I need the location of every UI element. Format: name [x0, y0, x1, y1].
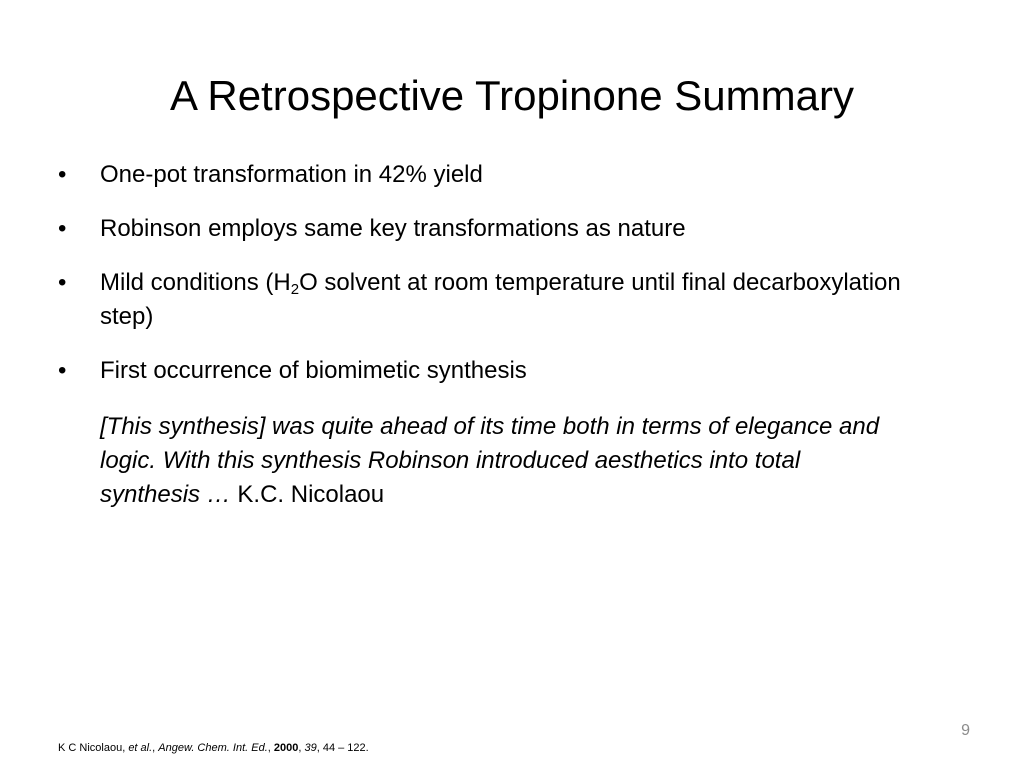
bullet-text: One-pot transformation in 42% yield — [100, 161, 483, 188]
bullet-item — [58, 212, 958, 246]
slide-title: A Retrospective Tropinone Summary — [170, 72, 854, 119]
citation-journal: Angew. Chem. Int. Ed. — [158, 742, 268, 754]
citation-et-al: et al. — [128, 742, 153, 754]
bullet-item — [58, 354, 958, 388]
bullet-text: First occurrence of biomimetic synthesis — [100, 357, 527, 384]
bullet-text-before: Mild conditions (H — [100, 269, 291, 296]
citation-sep: , — [267, 742, 274, 754]
bullet-icon: • — [58, 215, 67, 242]
bullet-icon: • — [58, 357, 67, 384]
bullet-item — [58, 158, 958, 192]
citation-volume: 39 — [304, 742, 317, 754]
page-number: 9 — [961, 722, 970, 739]
bullet-icon: • — [58, 161, 67, 188]
bullet-icon: • — [58, 269, 67, 296]
citation-authors: K C Nicolaou, — [58, 742, 129, 754]
bullet-text-after: O solvent at room temperature until final decarboxylation step) — [100, 269, 901, 330]
quote — [100, 410, 900, 512]
quote-attribution: K.C. Nicolaou — [237, 481, 385, 508]
bullet-list — [58, 158, 958, 408]
bullet-text: Robinson employs same key transformations as nature — [100, 215, 686, 242]
citation-sep: , — [298, 742, 305, 754]
citation-sep: , — [152, 742, 159, 754]
citation-pages: , 44 – 122. — [316, 742, 369, 754]
subscript: 2 — [290, 281, 300, 298]
quote-text: [This synthesis] was quite ahead of its time both in terms of elegance and logic. With this synthesis Robinson introduced aesthetics into total synthesis … — [100, 413, 880, 508]
bullet-item — [58, 266, 958, 334]
citation-year: 2000 — [273, 742, 299, 754]
citation — [58, 741, 369, 755]
bullet-text — [100, 269, 901, 330]
